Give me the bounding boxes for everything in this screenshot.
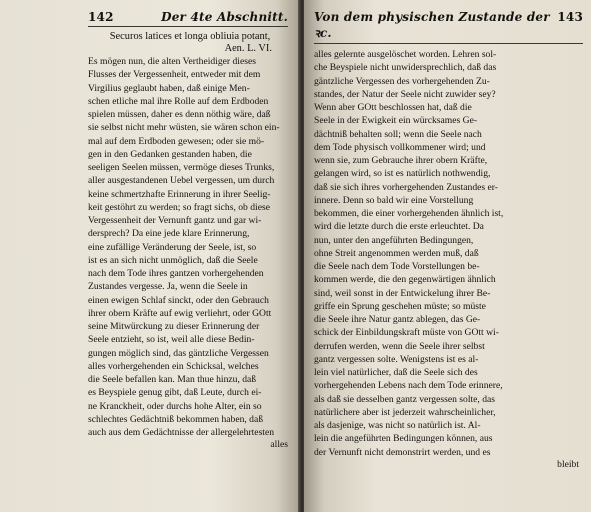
- text-line: der Vernunft nicht demonstrirt werden, und es: [314, 446, 491, 458]
- text-line: Seele entzieht, so ist, weil alle diese Bedin-: [88, 334, 255, 346]
- text-line: aller ausgestandenen Uebel vergessen, um durch: [88, 175, 275, 187]
- left-page-number: 142: [88, 10, 114, 24]
- text-line: Wenn aber GOtt beschlossen hat, daß die: [314, 102, 472, 113]
- text-line: Seele in der Ewigkeit ein würcksames Ge-: [314, 115, 478, 127]
- right-catchword: bleibt: [557, 458, 579, 470]
- right-page-header: [314, 10, 583, 44]
- text-line: mal auf dem Erdboden gewesen; oder sie mö-: [88, 135, 265, 147]
- text-line: che Beyspiele nicht unwidersprechlich, daß das: [314, 62, 497, 74]
- text-line: Vergessenheit der Vernunft gantz und gar wi-: [88, 215, 262, 226]
- text-line: natürlichere aber ist jederzeit wahrscheinlicher,: [314, 406, 496, 418]
- text-line: nach dem Tode ihres gantzen vorhergehenden: [88, 268, 264, 279]
- motto-quote: Securos latices et longa obliuia potant,: [109, 31, 271, 42]
- text-line: vorhergehenden Lebens nach dem Tode erinnere,: [314, 380, 503, 392]
- text-line: derrufen werden, wenn die Seele ihrer selbst: [314, 340, 485, 352]
- text-line: die Seele nach dem Tode Vorstellungen be-: [314, 261, 480, 272]
- right-page: [304, 0, 591, 512]
- text-line: sind, weil sonst in der Entwickelung ihrer Be-: [314, 287, 491, 299]
- text-line: lein viel natürlicher, daß die Seele sich des: [314, 367, 478, 378]
- text-line: die Seele befallen kan. Man thue hinzu, daß: [88, 374, 257, 385]
- text-line: Flusses der Vergessenheit, entweder mit dem: [88, 69, 261, 81]
- text-line: alles gelernte ausgelöschet worden. Lehren sol-: [314, 49, 497, 60]
- text-line: standes, der Natur der Seele nicht zuwider sey?: [314, 88, 496, 100]
- text-line: gungen möglich sind, das gäntzliche Vergessen: [88, 347, 269, 359]
- text-line: schlechtes Gedächtniß bekommen haben, daß: [88, 413, 264, 425]
- text-line: eine zufällige Veränderung der Seele, ist, so: [88, 241, 257, 253]
- right-page-number: 143: [557, 10, 583, 24]
- text-line: ne Kranckheit, oder durchs hohe Alter, ein so: [88, 400, 262, 412]
- left-catchword: alles: [270, 439, 288, 451]
- left-body-text: [88, 55, 292, 439]
- text-line: keit gestöhrt zu werden; so fragt sichs, ob diese: [88, 201, 270, 213]
- text-line: spielen müssen, daher es denn nöthig wäre, daß: [88, 109, 271, 120]
- text-line: griffe ein Sprung geschehen müste; so müste: [314, 300, 486, 312]
- text-line: auch aus dem Gedächtnisse der allergelehrtesten: [88, 427, 275, 438]
- text-line: als dasjenige, was nicht so natürlich ist. Al-: [314, 420, 481, 431]
- text-line: seeligen Seelen müssen, vermöge dieses Trunks,: [88, 162, 275, 173]
- text-line: als daß sie desselben gantz vergessen solte, das: [314, 393, 495, 405]
- text-line: nun, unter den angeführten Bedingungen,: [314, 234, 474, 246]
- text-line: daß sie sich ihres vorhergehenden Zustandes er-: [314, 181, 498, 193]
- left-running-head: Der 4te Abschnitt.: [161, 10, 288, 24]
- latin-motto: [88, 31, 292, 55]
- text-line: gen in den Gedanken gestanden haben, die: [88, 148, 252, 160]
- text-line: wird die letzte durch die erste erleuchtet. Da: [314, 221, 484, 233]
- text-line: alles vorhergehenden ein Schicksal, welches: [88, 360, 259, 372]
- text-line: es Beyspiele genug gibt, daß Leute, durch ei-: [88, 387, 262, 399]
- text-line: Virgilius geglaubt haben, daß einige Men-: [88, 82, 250, 94]
- text-line: schen etliche mal ihre Rolle auf dem Erdboden: [88, 95, 269, 107]
- text-line: die Seele ihre Natur gantz ablegen, das Ge-: [314, 314, 481, 325]
- text-line: schick der Einbildungskraft müste von GOtt wi-: [314, 327, 499, 339]
- text-line: seine Mitwürckung zu dieser Erinnerung der: [88, 321, 260, 332]
- text-line: dersprech? Da eine jede klare Erinnerung,: [88, 228, 250, 240]
- right-running-head: Von dem physischen Zustande der ꝛc.: [314, 10, 550, 40]
- text-line: ihrer obern Kräfte auf ewig verliehrt, oder GOtt: [88, 307, 272, 319]
- text-line: bekommen, die einer vorhergehenden ähnlich ist,: [314, 208, 504, 219]
- text-line: lein die angeführten Bedingungen können, aus: [314, 433, 493, 445]
- left-page-header: [88, 10, 288, 27]
- text-line: Es mögen nun, die alten Vertheidiger dieses: [88, 56, 256, 67]
- motto-source: Aen. L. VI.: [224, 43, 272, 54]
- text-line: einen ewigen Schlaf sinckt, oder den Gebrauch: [88, 294, 269, 306]
- text-line: innere. Denn so bald wir eine Vorstellung: [314, 194, 474, 206]
- text-line: sie selbst nicht mehr wüsten, sie wären schon ein-: [88, 122, 280, 134]
- text-line: ist es an sich nicht unmöglich, daß die Seele: [88, 254, 258, 266]
- text-line: gäntzliche Vergessen des vorhergehenden Zu-: [314, 75, 490, 87]
- text-line: dächtniß behalten soll; wenn die Seele nach: [314, 128, 482, 140]
- text-line: kommen werde, die den gegenwärtigen ähnlich: [314, 274, 496, 286]
- text-line: wenn sie, zum Gebrauche ihrer obern Kräfte,: [314, 155, 488, 166]
- text-line: ohne Streit angenommen werden muß, daß: [314, 247, 479, 259]
- text-line: gelangen wird, so ist es natürlich nothwendig,: [314, 168, 491, 180]
- text-line: dem Tode physisch vollkommener wird; und: [314, 141, 486, 153]
- text-line: Zustandes vergesse. Ja, wenn die Seele in: [88, 281, 248, 293]
- right-body-text: [314, 48, 583, 459]
- text-line: gantz vergessen solte. Wenigstens ist es al-: [314, 353, 479, 365]
- text-line: keine schmertzhafte Erinnerung in ihrer Seelig-: [88, 188, 271, 200]
